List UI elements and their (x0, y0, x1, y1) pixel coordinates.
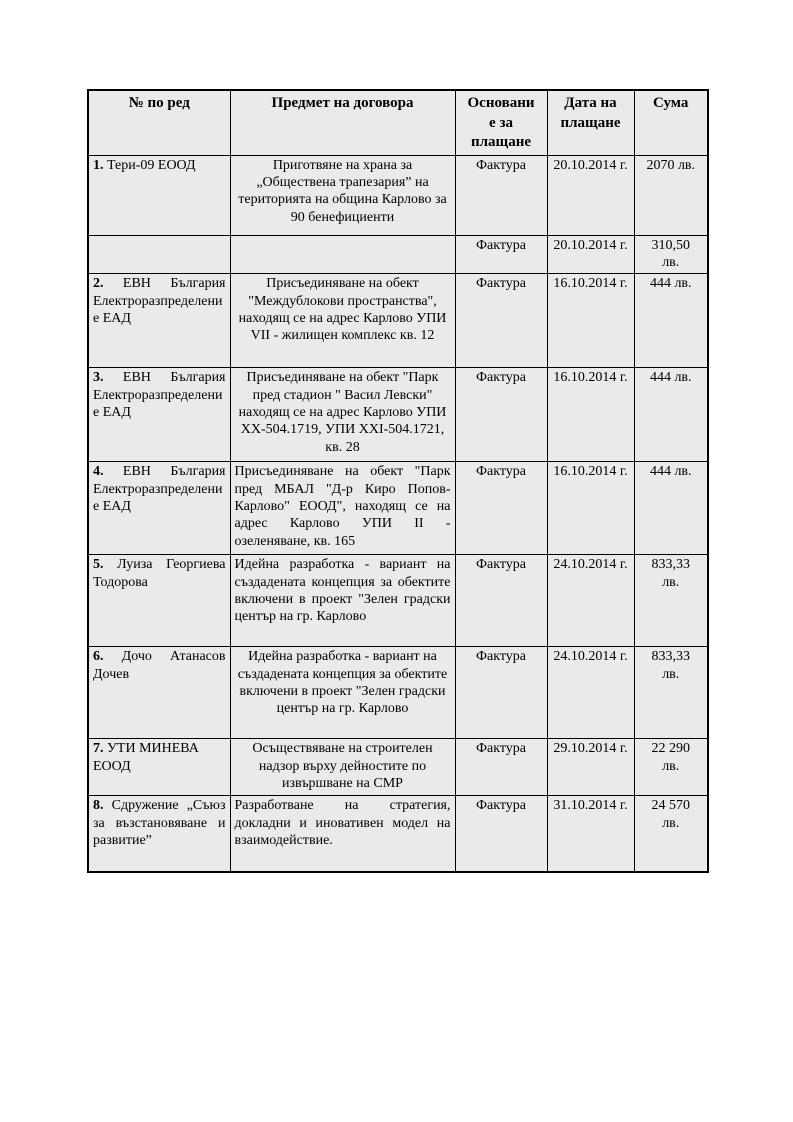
table-row (88, 647, 708, 739)
basis-cell: Фактура (455, 235, 547, 274)
table-row (88, 235, 708, 274)
basis-cell: Фактура (455, 368, 547, 462)
table-row (88, 462, 708, 555)
subject-cell: Присъединяване на обект "Парк пред МБАЛ "Д-р Киро Попов-Карлово" ЕООД", находящ се на адрес Карлово УПИ II - озеленяване, кв. 165 (230, 462, 455, 555)
table-row (88, 155, 708, 235)
header-payment-date: Дата на плащане (547, 90, 634, 155)
row-number: 8. (93, 798, 104, 814)
header-contract-subject: Предмет на договора (230, 90, 455, 155)
contractor-cell (88, 796, 230, 872)
subject-cell: Разработване на стратегия, докладни и иновативен модел на взаимодействие. (230, 796, 455, 872)
header-payment-basis (455, 90, 547, 155)
date-cell: 31.10.2014 г. (547, 796, 634, 872)
subject-cell: Приготвяне на храна за „Обществена трапезария” на територията на община Карлово за 90 бенефициенти (230, 155, 455, 235)
basis-cell: Фактура (455, 796, 547, 872)
contractor-cell (88, 739, 230, 796)
subject-cell: Присъединяване на обект "Парк пред стадион " Васил Левски" находящ се на адрес Карлово УПИ XX-504.1719, УПИ XXI-504.1721, кв. 28 (230, 368, 455, 462)
contractor-cell (88, 235, 230, 274)
sum-cell: 833,33 лв. (634, 647, 708, 739)
basis-cell: Фактура (455, 555, 547, 647)
header-sum: Сума (634, 90, 708, 155)
basis-cell: Фактура (455, 647, 547, 739)
contractor-cell (88, 647, 230, 739)
contractor-name: Дочо Атанасов Дочев (93, 649, 226, 682)
contractor-cell (88, 368, 230, 462)
sum-cell: 833,33 лв. (634, 555, 708, 647)
row-number: 6. (93, 649, 104, 665)
basis-cell: Фактура (455, 739, 547, 796)
contractor-cell (88, 462, 230, 555)
row-number: 1. (93, 157, 104, 173)
table-row (88, 739, 708, 796)
date-cell: 29.10.2014 г. (547, 739, 634, 796)
table-row (88, 796, 708, 872)
row-number: 5. (93, 557, 104, 573)
subject-cell: Идейна разработка - вариант на създадената концепция за обектите включени в проект "Зелен градски център на гр. Карлово (230, 555, 455, 647)
basis-cell: Фактура (455, 155, 547, 235)
subject-cell (230, 235, 455, 274)
row-number: 4. (93, 464, 104, 480)
table-row (88, 555, 708, 647)
contractor-name: ЕВН България Електроразпределение ЕАД (93, 464, 226, 514)
row-number: 3. (93, 370, 104, 386)
sum-cell: 24 570 лв. (634, 796, 708, 872)
payments-table (87, 89, 709, 873)
row-number: 7. (93, 741, 104, 757)
contractor-name: УТИ МИНЕВА ЕООД (93, 741, 199, 774)
sum-cell: 444 лв. (634, 368, 708, 462)
subject-cell: Идейна разработка - вариант на създадената концепция за обектите включени в проект "Зелен градски център на гр. Карлово (230, 647, 455, 739)
date-cell: 24.10.2014 г. (547, 647, 634, 739)
sum-cell: 2070 лв. (634, 155, 708, 235)
contractor-name: ЕВН България Електроразпределение ЕАД (93, 370, 226, 420)
contractor-name: ЕВН България Електроразпределение ЕАД (93, 276, 226, 326)
contractor-name: Сдружение „Съюз за възстановяване и развитие” (93, 798, 226, 848)
date-cell: 20.10.2014 г. (547, 235, 634, 274)
sum-cell: 310,50 лв. (634, 235, 708, 274)
document-page (87, 89, 709, 873)
subject-cell: Осъществяване на строителен надзор върху дейностите по извършване на СМР (230, 739, 455, 796)
sum-cell: 22 290 лв. (634, 739, 708, 796)
date-cell: 16.10.2014 г. (547, 274, 634, 368)
subject-cell: Присъединяване на обект "Междублокови пространства", находящ се на адрес Карлово УПИ VII - жилищен комплекс кв. 12 (230, 274, 455, 368)
date-cell: 16.10.2014 г. (547, 462, 634, 555)
contractor-cell (88, 555, 230, 647)
date-cell: 16.10.2014 г. (547, 368, 634, 462)
table-header-row (88, 90, 708, 155)
date-cell: 20.10.2014 г. (547, 155, 634, 235)
basis-cell: Фактура (455, 462, 547, 555)
contractor-cell (88, 155, 230, 235)
header-payment-basis-text: Основание за плащане (467, 95, 535, 150)
sum-cell: 444 лв. (634, 274, 708, 368)
date-cell: 24.10.2014 г. (547, 555, 634, 647)
table-row (88, 274, 708, 368)
contractor-name: Луиза Георгиева Тодорова (93, 557, 226, 590)
header-row-number: № по ред (88, 90, 230, 155)
basis-cell: Фактура (455, 274, 547, 368)
contractor-cell (88, 274, 230, 368)
sum-cell: 444 лв. (634, 462, 708, 555)
table-row (88, 368, 708, 462)
row-number: 2. (93, 276, 104, 292)
contractor-name: Тери-09 ЕООД (107, 157, 196, 173)
